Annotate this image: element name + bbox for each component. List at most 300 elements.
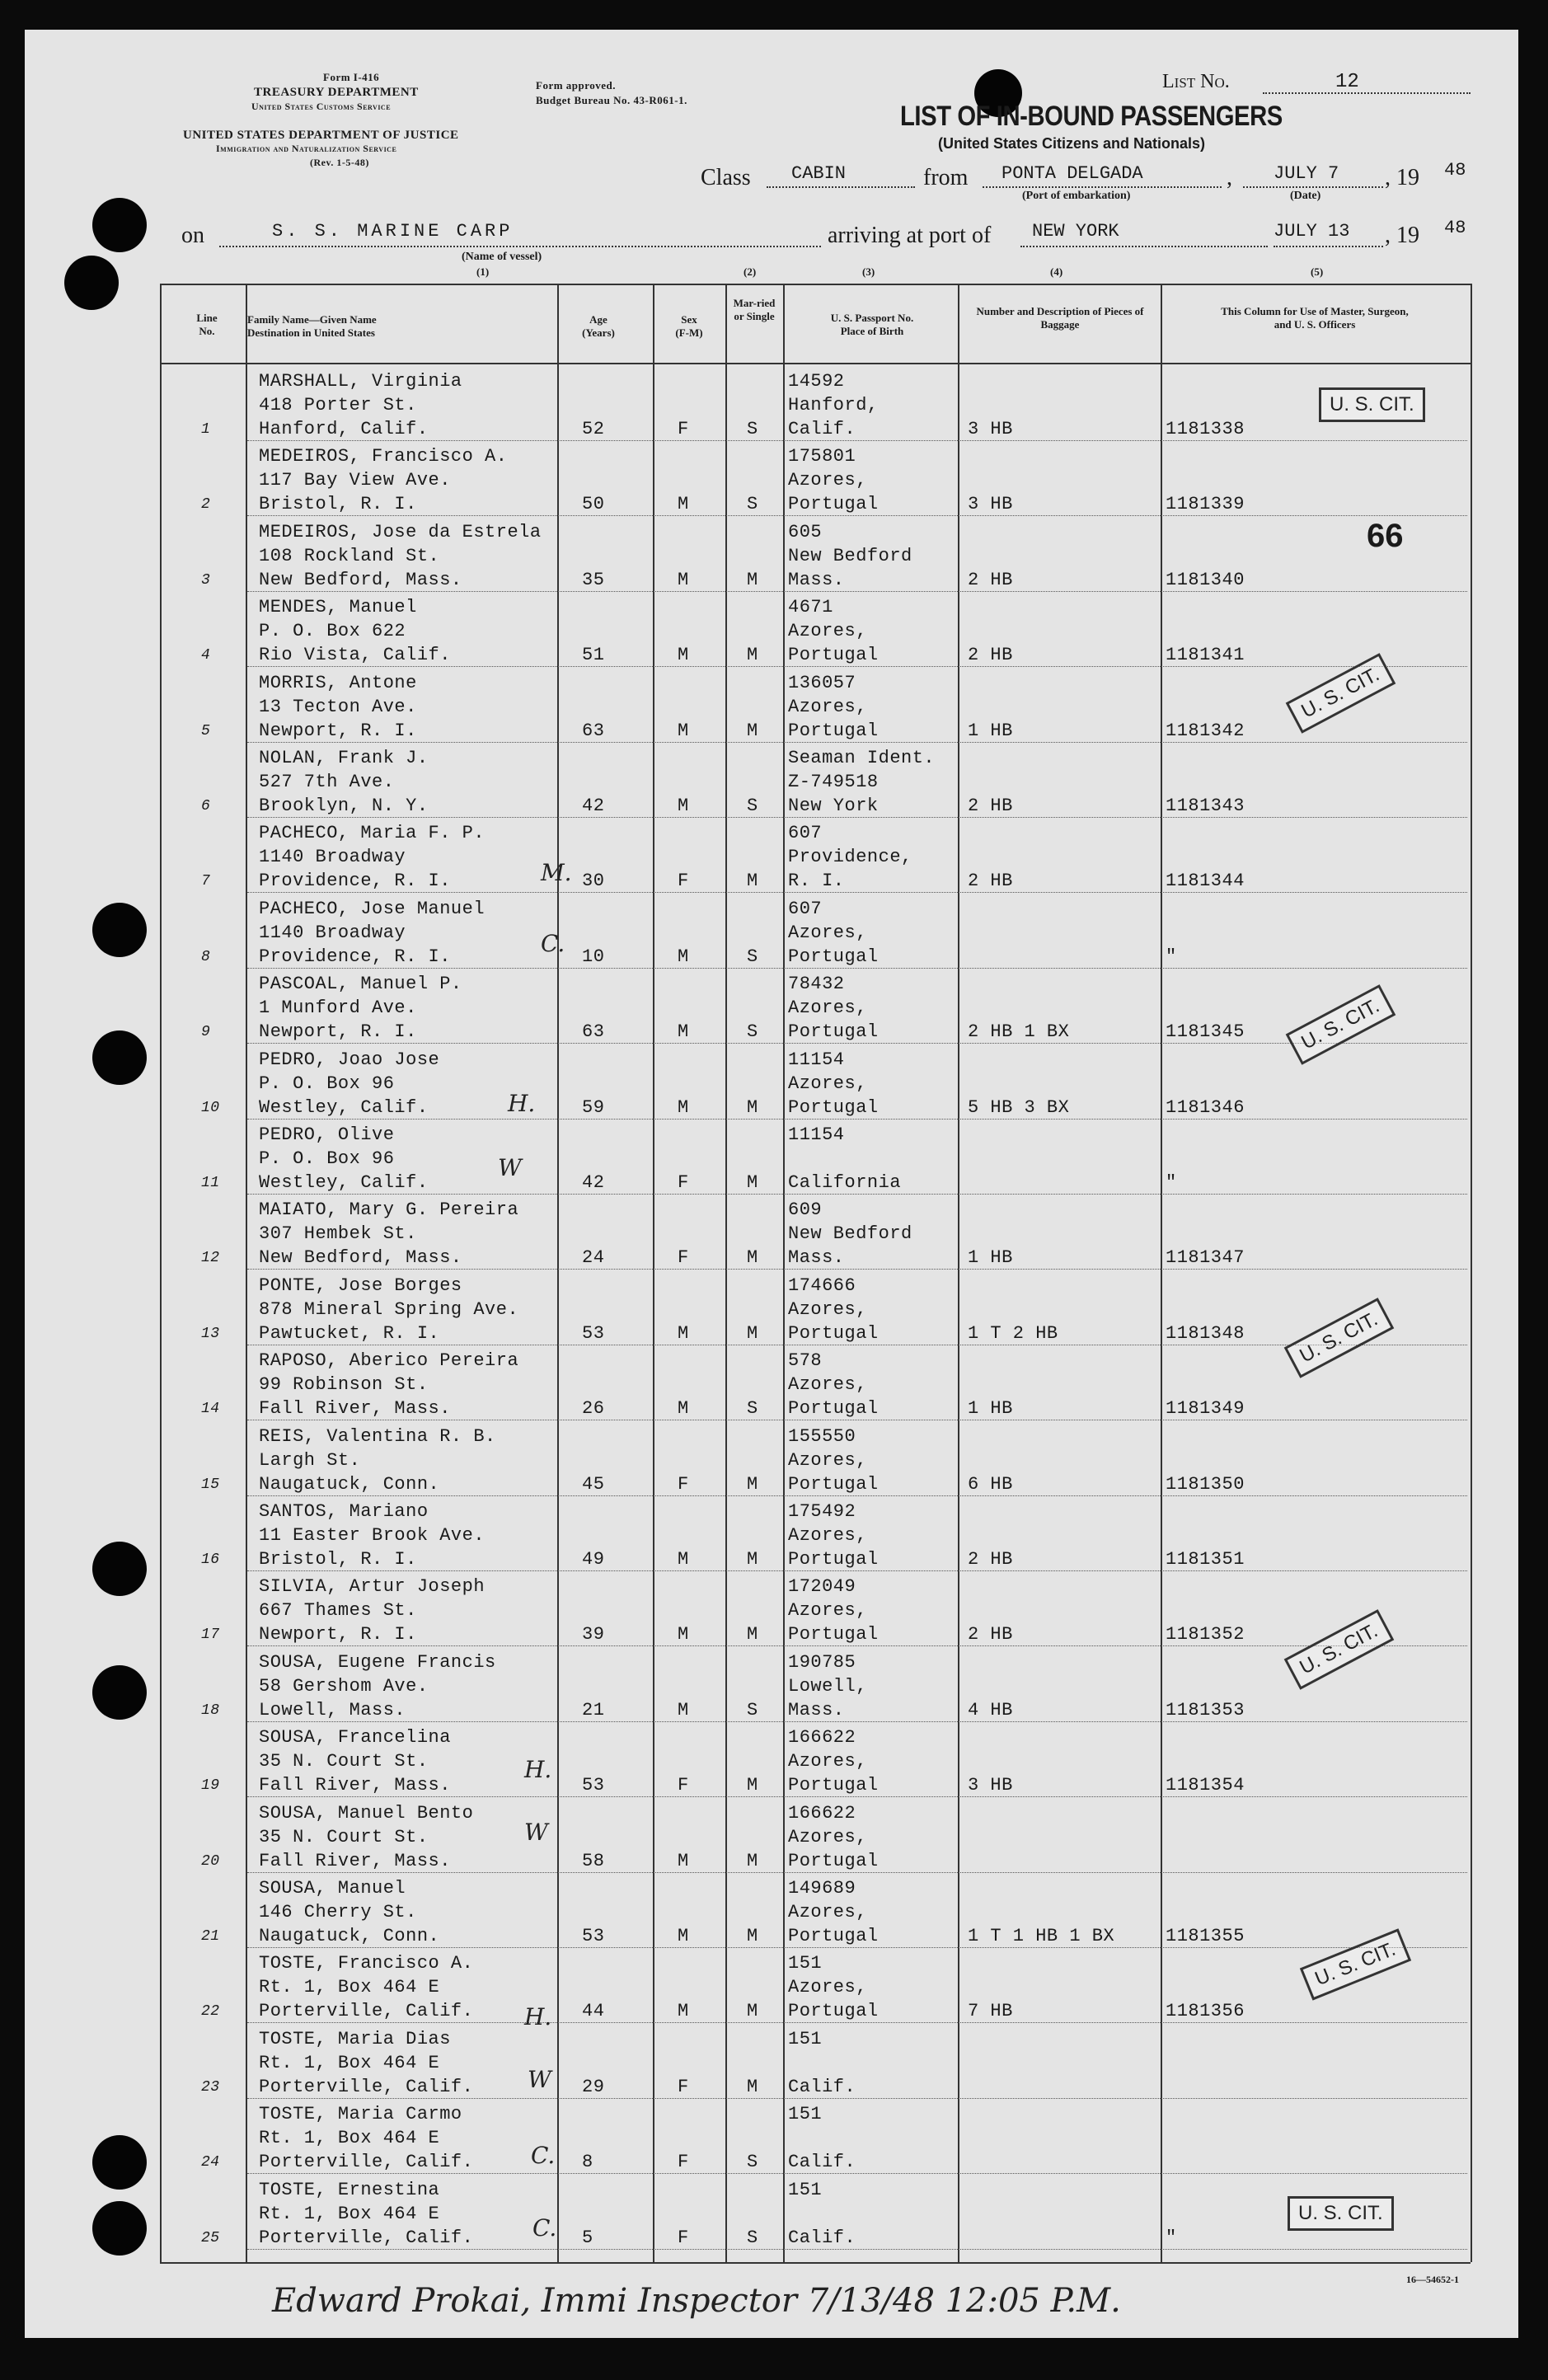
birthplace-line2: Portugal (788, 1096, 879, 1118)
passenger-address-line1: 1140 Broadway (259, 922, 406, 943)
officer-number: 1181345 (1166, 1021, 1245, 1043)
line-number: 22 (201, 2003, 220, 2021)
passport-number: 155550 (788, 1425, 856, 1447)
passport-number: 149689 (788, 1878, 856, 1899)
passport-number: 174666 (788, 1274, 856, 1296)
baggage-count: 7 HB (968, 2001, 1013, 2022)
passenger-sex: M (678, 1021, 689, 1043)
passenger-address-line1: 146 Cherry St. (259, 1902, 417, 1922)
passenger-age: 53 (582, 1926, 605, 1946)
punch-hole (92, 198, 147, 252)
passenger-address-line1: P. O. Box 96 (259, 1073, 395, 1094)
birthplace-line1: Azores, (788, 1826, 867, 1847)
justice-dept: UNITED STATES DEPARTMENT OF JUSTICE (183, 129, 459, 142)
passenger-name: TOSTE, Maria Carmo (259, 2104, 462, 2125)
passenger-address-line2: Westley, Calif. (259, 1096, 429, 1118)
passenger-marital: M (747, 1473, 758, 1495)
line-number: 19 (201, 1777, 220, 1795)
passport-number: 607 (788, 823, 823, 844)
passport-number: 151 (788, 2179, 823, 2200)
passenger-sex: F (678, 419, 689, 439)
passenger-name: PEDRO, Olive (259, 1124, 395, 1145)
passenger-address-line2: Providence, R. I. (259, 871, 451, 892)
passenger-marital: M (747, 1624, 758, 1645)
line-number: 18 (201, 1702, 220, 1719)
passenger-age: 35 (582, 569, 605, 590)
col-5-number: (5) (1311, 265, 1324, 278)
passenger-address-line1: Rt. 1, Box 464 E (259, 2052, 440, 2073)
port-embarkation-caption: (Port of embarkation) (1022, 190, 1131, 202)
birthplace-line1: New Bedford (788, 545, 912, 566)
page-subtitle: (United States Citizens and Nationals) (938, 135, 1206, 152)
passenger-sex: M (678, 1322, 689, 1344)
baggage-count: 2 HB (968, 871, 1013, 892)
passenger-marital: M (747, 1549, 758, 1570)
passenger-age: 50 (582, 494, 605, 515)
passenger-sex: M (678, 569, 689, 590)
baggage-count: 2 HB (968, 796, 1013, 816)
passenger-name: TOSTE, Francisco A. (259, 1953, 474, 1974)
passenger-age: 44 (582, 2001, 605, 2022)
passenger-marital: M (747, 645, 758, 666)
row-rule (247, 591, 1467, 592)
passenger-address-line2: Naugatuck, Conn. (259, 1473, 440, 1495)
form-sheet (25, 30, 1518, 2338)
passport-number: 14592 (788, 371, 845, 392)
baggage-count: 1 T 1 HB 1 BX (968, 1926, 1115, 1946)
passport-number: 151 (788, 2028, 823, 2049)
page-title: LIST OF IN-BOUND PASSENGERS (900, 101, 1283, 132)
passenger-address-line1: 307 Hembek St. (259, 1223, 417, 1245)
year-arrival: 48 (1444, 218, 1466, 238)
birthplace-line2: Portugal (788, 1624, 879, 1645)
officer-number: 1181354 (1166, 1775, 1245, 1796)
passenger-age: 30 (582, 871, 605, 892)
col-4-number: (4) (1050, 265, 1063, 278)
passenger-marital: S (747, 796, 758, 816)
officer-number: 1181348 (1166, 1322, 1245, 1344)
col-header-married: Mar-ried or Single (733, 297, 776, 322)
punch-hole (64, 256, 119, 310)
passenger-sex: M (678, 1624, 689, 1645)
row-rule (247, 1570, 1467, 1571)
passenger-marital: S (747, 494, 758, 515)
row-rule (247, 1269, 1467, 1270)
passenger-sex: M (678, 494, 689, 515)
passenger-address-line2: Brooklyn, N. Y. (259, 796, 429, 816)
passenger-address-line2: Pawtucket, R. I. (259, 1322, 440, 1344)
annotation-h: H. (524, 1756, 552, 1783)
col-header-age: Age (Years) (582, 313, 615, 339)
passenger-marital: M (747, 2076, 758, 2097)
passenger-name: MARSHALL, Virginia (259, 371, 462, 392)
us-cit-stamp: U. S. CIT. (1288, 2196, 1394, 2231)
passport-number: 605 (788, 521, 823, 542)
passenger-address-line2: New Bedford, Mass. (259, 569, 462, 590)
passenger-address-line2: Bristol, R. I. (259, 1549, 417, 1570)
passenger-address-line1: 527 7th Ave. (259, 772, 395, 792)
passenger-name: MENDES, Manuel (259, 597, 417, 618)
passenger-sex: F (678, 2227, 689, 2248)
birthplace-line1: Azores, (788, 998, 867, 1019)
passenger-sex: M (678, 2001, 689, 2022)
line-number: 8 (201, 948, 211, 965)
passenger-name: TOSTE, Maria Dias (259, 2028, 451, 2049)
birthplace-line1: Providence, (788, 847, 912, 868)
form-number: Form I-416 (323, 71, 380, 83)
row-rule (247, 2249, 1467, 2250)
arriving-label: arriving at port of (828, 223, 992, 248)
birthplace-line1: Azores, (788, 1298, 867, 1320)
baggage-count: 1 T 2 HB (968, 1322, 1058, 1344)
punch-hole (92, 1665, 147, 1720)
revision: (Rev. 1-5-48) (310, 157, 369, 168)
passenger-marital: S (747, 1021, 758, 1043)
passport-number: 11154 (788, 1124, 845, 1145)
birthplace-line2: Calif. (788, 2227, 856, 2248)
birthplace-line1: Azores, (788, 1374, 867, 1396)
line-number: 15 (201, 1476, 220, 1493)
passenger-address-line1: P. O. Box 96 (259, 1148, 395, 1169)
officer-number: " (1166, 2227, 1177, 2248)
passenger-name: NOLAN, Frank J. (259, 748, 429, 768)
passenger-address-line2: Rio Vista, Calif. (259, 645, 451, 666)
passenger-sex: M (678, 1699, 689, 1720)
passenger-address-line1: 35 N. Court St. (259, 1751, 429, 1772)
officer-number: 1181349 (1166, 1398, 1245, 1420)
row-rule (247, 1495, 1467, 1496)
passport-number: 166622 (788, 1727, 856, 1749)
passenger-name: SANTOS, Mariano (259, 1501, 429, 1522)
row-rule (247, 817, 1467, 818)
passport-number: 11154 (788, 1049, 845, 1070)
passport-number: 175492 (788, 1501, 856, 1522)
birthplace-line2: Portugal (788, 1850, 879, 1871)
passenger-marital: M (747, 871, 758, 892)
line-number: 14 (201, 1401, 220, 1418)
line-number: 7 (201, 873, 211, 890)
officer-number: 1181340 (1166, 569, 1245, 590)
birthplace-line2: Portugal (788, 720, 879, 741)
passenger-address-line2: Newport, R. I. (259, 1624, 417, 1645)
baggage-count: 2 HB (968, 645, 1013, 666)
officer-number: " (1166, 1172, 1177, 1193)
passenger-age: 21 (582, 1699, 605, 1720)
birthplace-line1: Z-749518 (788, 772, 879, 792)
officer-number: 1181356 (1166, 2001, 1245, 2022)
passenger-address-line1: P. O. Box 622 (259, 621, 406, 642)
passenger-age: 53 (582, 1322, 605, 1344)
passenger-name: MAIATO, Mary G. Pereira (259, 1199, 519, 1221)
passenger-address-line1: 58 Gershom Ave. (259, 1675, 429, 1697)
passenger-marital: M (747, 1172, 758, 1193)
passenger-sex: M (678, 720, 689, 741)
birthplace-line2: Mass. (788, 569, 845, 590)
birthplace-line2: California (788, 1172, 902, 1193)
annotation-w: W (524, 1819, 548, 1846)
passenger-marital: S (747, 2227, 758, 2248)
passenger-address-line1: Rt. 1, Box 464 E (259, 2203, 440, 2224)
passenger-sex: M (678, 1850, 689, 1871)
baggage-count: 2 HB (968, 569, 1013, 590)
birthplace-line2: Calif. (788, 419, 856, 439)
class-label: Class (701, 165, 751, 190)
annotation-c: C. (531, 2142, 556, 2169)
passenger-name: PACHECO, Maria F. P. (259, 823, 486, 844)
passenger-age: 63 (582, 720, 605, 741)
annotation-w: W (528, 2066, 551, 2093)
passenger-address-line2: Lowell, Mass. (259, 1699, 406, 1720)
passenger-marital: M (747, 569, 758, 590)
passenger-address-line2: Porterville, Calif. (259, 2076, 474, 2097)
passenger-address-line2: Fall River, Mass. (259, 1775, 451, 1796)
birthplace-line1: Azores, (788, 470, 867, 491)
passenger-sex: F (678, 2076, 689, 2097)
us-cit-stamp: U. S. CIT. (1286, 984, 1396, 1064)
passenger-address-line1: 35 N. Court St. (259, 1826, 429, 1847)
passport-number: 166622 (788, 1802, 856, 1824)
year-prefix-arrival: , 19 (1385, 223, 1419, 248)
passenger-address-line2: Hanford, Calif. (259, 419, 429, 439)
birthplace-line2: Mass. (788, 1247, 845, 1269)
line-number: 6 (201, 798, 211, 814)
birthplace-line2: Portugal (788, 1775, 879, 1796)
col-header-name: Family Name—Given Name Destination in United States (247, 313, 377, 339)
passenger-sex: F (678, 2152, 689, 2173)
col-header-sex: Sex (F-M) (675, 313, 703, 339)
passenger-marital: S (747, 946, 758, 967)
passenger-sex: F (678, 1775, 689, 1796)
row-rule (247, 1119, 1467, 1120)
col-header-line: Line No. (196, 312, 218, 337)
birthplace-line2: Portugal (788, 1549, 879, 1570)
passenger-age: 42 (582, 796, 605, 816)
birthplace-line2: Portugal (788, 1021, 879, 1043)
year-prefix: , 19 (1385, 165, 1419, 190)
passenger-name: SOUSA, Manuel (259, 1878, 406, 1899)
baggage-count: 3 HB (968, 1775, 1013, 1796)
passenger-address-line1: 1 Munford Ave. (259, 998, 417, 1019)
line-number: 21 (201, 1928, 220, 1945)
officer-number: 1181338 (1166, 419, 1245, 439)
line-number: 23 (201, 2078, 220, 2096)
line-number: 2 (201, 496, 211, 514)
row-rule (247, 666, 1467, 667)
birthplace-line2: Portugal (788, 1398, 879, 1420)
passenger-age: 49 (582, 1549, 605, 1570)
passenger-address-line1: 117 Bay View Ave. (259, 470, 451, 491)
on-label: on (181, 223, 204, 248)
birthplace-line1: Azores, (788, 1977, 867, 1998)
passport-number: 175801 (788, 446, 856, 467)
col-1-number: (1) (476, 265, 490, 278)
officer-number: 1181350 (1166, 1473, 1245, 1495)
col-2-number: (2) (744, 265, 757, 278)
row-rule (247, 1947, 1467, 1948)
vessel-name: S. S. MARINE CARP (272, 221, 514, 242)
line-number: 17 (201, 1627, 220, 1644)
passenger-age: 45 (582, 1473, 605, 1495)
punch-hole (92, 2135, 147, 2190)
birthplace-line2: New York (788, 796, 879, 816)
line-number: 4 (201, 647, 211, 664)
passport-number: 151 (788, 1953, 823, 1974)
passenger-name: SOUSA, Manuel Bento (259, 1802, 474, 1824)
officer-number: 1181344 (1166, 871, 1245, 892)
passport-number: 172049 (788, 1576, 856, 1598)
customs-service: United States Customs Service (251, 101, 392, 112)
row-rule (247, 1645, 1467, 1646)
passenger-sex: M (678, 645, 689, 666)
passenger-address-line2: Porterville, Calif. (259, 2152, 474, 2173)
col-3-number: (3) (862, 265, 875, 278)
baggage-count: 4 HB (968, 1699, 1013, 1720)
passenger-address-line1: 13 Tecton Ave. (259, 696, 417, 717)
punch-hole (92, 903, 147, 957)
passenger-address-line2: Providence, R. I. (259, 946, 451, 967)
passport-number: 609 (788, 1199, 823, 1221)
passenger-address-line2: Westley, Calif. (259, 1172, 429, 1193)
baggage-count: 2 HB (968, 1549, 1013, 1570)
passenger-name: RAPOSO, Aberico Pereira (259, 1350, 519, 1372)
form-code: 16—54652-1 (1406, 2274, 1459, 2285)
passenger-age: 5 (582, 2227, 593, 2248)
date-caption: (Date) (1290, 190, 1321, 202)
line-number: 3 (201, 571, 211, 589)
birthplace-line1: Azores, (788, 696, 867, 717)
line-number: 24 (201, 2154, 220, 2171)
annotation-w: W (498, 1154, 522, 1181)
punch-hole (92, 2201, 147, 2256)
passenger-marital: M (747, 1247, 758, 1269)
birthplace-line2: Portugal (788, 2001, 879, 2022)
passenger-address-line1: 418 Porter St. (259, 395, 417, 415)
passenger-name: PACHECO, Jose Manuel (259, 898, 486, 919)
row-rule (247, 742, 1467, 743)
class-value: CABIN (791, 163, 847, 184)
passenger-marital: M (747, 1775, 758, 1796)
passenger-address-line1: 667 Thames St. (259, 1600, 417, 1622)
line-number: 1 (201, 421, 211, 438)
officer-number: 1181342 (1166, 720, 1245, 741)
row-rule (247, 515, 1467, 516)
birthplace-line1: Azores, (788, 1902, 867, 1922)
baggage-count: 2 HB 1 BX (968, 1021, 1070, 1043)
baggage-count: 1 HB (968, 1398, 1013, 1420)
officer-number: 1181353 (1166, 1699, 1245, 1720)
passenger-marital: M (747, 1926, 758, 1946)
passenger-name: PEDRO, Joao Jose (259, 1049, 440, 1070)
birthplace-line1: Azores, (788, 1600, 867, 1622)
ins-service: Immigration and Naturalization Service (216, 143, 397, 154)
row-rule (247, 1872, 1467, 1873)
date-departure: JULY 7 (1274, 163, 1339, 184)
officer-number: 1181351 (1166, 1549, 1245, 1570)
passenger-age: 51 (582, 645, 605, 666)
passenger-address-line2: Naugatuck, Conn. (259, 1926, 440, 1946)
passport-number: 607 (788, 898, 823, 919)
officer-number: 1181346 (1166, 1096, 1245, 1118)
passport-number: 78432 (788, 974, 845, 995)
birthplace-line1: Azores, (788, 621, 867, 642)
officer-number: 1181339 (1166, 494, 1245, 515)
annotation-h: H. (524, 2003, 552, 2030)
row-rule (247, 1194, 1467, 1195)
passenger-sex: M (678, 1096, 689, 1118)
row-rule (247, 2173, 1467, 2174)
officer-number: 1181343 (1166, 796, 1245, 816)
annotation-c: C. (541, 930, 565, 957)
list-no-value: 12 (1335, 71, 1359, 93)
officer-number: 1181355 (1166, 1926, 1245, 1946)
birthplace-line2: R. I. (788, 871, 845, 892)
line-number: 25 (201, 2229, 220, 2246)
passenger-sex: M (678, 1549, 689, 1570)
passenger-sex: M (678, 1398, 689, 1420)
form-approved: Form approved. (536, 79, 617, 92)
passenger-age: 58 (582, 1850, 605, 1871)
line-number: 10 (201, 1099, 220, 1116)
passenger-address-line1: Rt. 1, Box 464 E (259, 2128, 440, 2149)
port-embarkation: PONTA DELGADA (1002, 163, 1143, 184)
baggage-count: 6 HB (968, 1473, 1013, 1495)
passenger-name: MORRIS, Antone (259, 672, 417, 693)
passenger-marital: M (747, 1096, 758, 1118)
birthplace-line1: Azores, (788, 1751, 867, 1772)
birthplace-line2: Portugal (788, 645, 879, 666)
row-rule (247, 1721, 1467, 1722)
passenger-sex: M (678, 946, 689, 967)
passenger-sex: M (678, 796, 689, 816)
baggage-count: 1 HB (968, 1247, 1013, 1269)
officer-number: 1181341 (1166, 645, 1245, 666)
officer-number: " (1166, 946, 1177, 967)
passenger-address-line1: 99 Robinson St. (259, 1374, 429, 1396)
row-rule (247, 892, 1467, 893)
treasury-dept: TREASURY DEPARTMENT (254, 86, 419, 99)
line-number: 12 (201, 1250, 220, 1267)
officer-number: 1181347 (1166, 1247, 1245, 1269)
passenger-age: 29 (582, 2076, 605, 2097)
birthplace-line2: Calif. (788, 2152, 856, 2173)
line-number: 20 (201, 1852, 220, 1870)
passenger-marital: S (747, 1699, 758, 1720)
year-departure: 48 (1444, 160, 1466, 181)
vessel-caption: (Name of vessel) (462, 251, 542, 263)
baggage-count: 3 HB (968, 419, 1013, 439)
passenger-age: 26 (582, 1398, 605, 1420)
passenger-age: 24 (582, 1247, 605, 1269)
passport-number: 578 (788, 1350, 823, 1372)
passenger-address-line2: New Bedford, Mass. (259, 1247, 462, 1269)
passenger-age: 52 (582, 419, 605, 439)
passenger-address-line1: 108 Rockland St. (259, 545, 440, 566)
birthplace-line2: Portugal (788, 946, 879, 967)
passenger-name: REIS, Valentina R. B. (259, 1425, 496, 1447)
passenger-age: 10 (582, 946, 605, 967)
passenger-marital: S (747, 2152, 758, 2173)
passenger-address-line2: Bristol, R. I. (259, 494, 417, 515)
port-arrival: NEW YORK (1032, 221, 1119, 242)
birthplace-line1: Azores, (788, 1449, 867, 1471)
annotation-m: M. (541, 859, 572, 886)
line-number: 5 (201, 722, 211, 739)
punch-hole (92, 1542, 147, 1596)
passenger-address-line2: Fall River, Mass. (259, 1850, 451, 1871)
passenger-address-line1: Largh St. (259, 1449, 361, 1471)
birthplace-line2: Calif. (788, 2076, 856, 2097)
baggage-count: 3 HB (968, 494, 1013, 515)
